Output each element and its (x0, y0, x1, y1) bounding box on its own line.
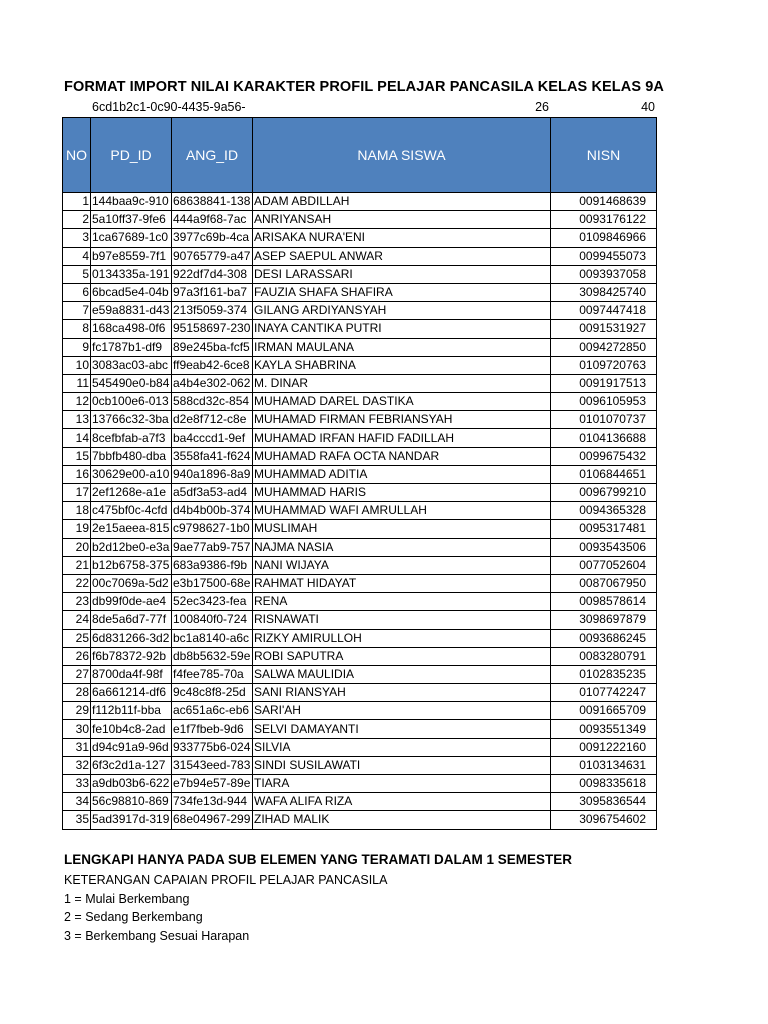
cell-no: 16 (63, 465, 91, 483)
table-row (63, 593, 657, 611)
cell-pd-id: 8cefbfab-a7f3 (91, 429, 172, 447)
cell-no: 31 (63, 738, 91, 756)
cell-no: 6 (63, 283, 91, 301)
table-row (63, 447, 657, 465)
cell-nama-siswa: RENA (253, 593, 551, 611)
cell-ang-id: 68638841-138 (172, 193, 253, 211)
table-row (63, 429, 657, 447)
cell-pd-id: 3083ac03-abc (91, 356, 172, 374)
student-table (62, 117, 657, 830)
table-row (63, 629, 657, 647)
table-row (63, 793, 657, 811)
table-row (63, 265, 657, 283)
cell-ang-id: db8b5632-59e (172, 647, 253, 665)
cell-nisn: 0093686245 (551, 629, 657, 647)
cell-pd-id: b97e8559-7f1 (91, 247, 172, 265)
cell-nisn: 0091917513 (551, 374, 657, 392)
cell-nama-siswa: MUHAMAD FIRMAN FEBRIANSYAH (253, 411, 551, 429)
cell-pd-id: f112b11f-bba (91, 702, 172, 720)
table-row (63, 775, 657, 793)
meta-count-a: 26 (535, 100, 549, 114)
table-row (63, 647, 657, 665)
cell-ang-id: ff9eab42-6ce8 (172, 356, 253, 374)
cell-no: 32 (63, 756, 91, 774)
cell-no: 24 (63, 611, 91, 629)
cell-nama-siswa: WAFA ALIFA RIZA (253, 793, 551, 811)
legend-item: 1 = Mulai Berkembang (64, 891, 190, 906)
cell-pd-id: b2d12be0-e3a (91, 538, 172, 556)
header-pd-id: PD_ID (91, 118, 172, 193)
cell-no: 21 (63, 556, 91, 574)
cell-nama-siswa: IRMAN MAULANA (253, 338, 551, 356)
cell-ang-id: 9c48c8f8-25d (172, 684, 253, 702)
cell-nama-siswa: SILVIA (253, 738, 551, 756)
cell-nisn: 0098335618 (551, 775, 657, 793)
cell-no: 7 (63, 302, 91, 320)
cell-no: 8 (63, 320, 91, 338)
cell-pd-id: 0134335a-191 (91, 265, 172, 283)
cell-nama-siswa: SELVI DAMAYANTI (253, 720, 551, 738)
cell-pd-id: 545490e0-b84 (91, 374, 172, 392)
table-row (63, 393, 657, 411)
cell-nama-siswa: MUSLIMAH (253, 520, 551, 538)
cell-pd-id: 6f3c2d1a-127 (91, 756, 172, 774)
cell-nama-siswa: ANRIYANSAH (253, 211, 551, 229)
cell-nisn: 3098697879 (551, 611, 657, 629)
cell-no: 14 (63, 429, 91, 447)
cell-nisn: 0102835235 (551, 665, 657, 683)
cell-pd-id: 2ef1268e-a1e (91, 484, 172, 502)
cell-ang-id: 95158697-230 (172, 320, 253, 338)
table-row (63, 193, 657, 211)
cell-nama-siswa: SALWA MAULIDIA (253, 665, 551, 683)
cell-pd-id: 30629e00-a10 (91, 465, 172, 483)
cell-pd-id: fe10b4c8-2ad (91, 720, 172, 738)
table-row (63, 520, 657, 538)
cell-pd-id: e59a8831-d43 (91, 302, 172, 320)
cell-ang-id: bc1a8140-a6c (172, 629, 253, 647)
cell-pd-id: 56c98810-869 (91, 793, 172, 811)
cell-ang-id: a5df3a53-ad4 (172, 484, 253, 502)
cell-ang-id: 213f5059-374 (172, 302, 253, 320)
cell-no: 9 (63, 338, 91, 356)
meta-id: 6cd1b2c1-0c90-4435-9a56- (92, 100, 246, 114)
cell-pd-id: 144baa9c-910 (91, 193, 172, 211)
cell-pd-id: 0cb100e6-013 (91, 393, 172, 411)
cell-nisn: 0093551349 (551, 720, 657, 738)
cell-no: 33 (63, 775, 91, 793)
table-row (63, 811, 657, 829)
table-row (63, 411, 657, 429)
table-row (63, 247, 657, 265)
cell-nama-siswa: MUHAMMAD ADITIA (253, 465, 551, 483)
cell-ang-id: f4fee785-70a (172, 665, 253, 683)
cell-nisn: 3098425740 (551, 283, 657, 301)
cell-ang-id: 3558fa41-f624 (172, 447, 253, 465)
notes-heading: LENGKAPI HANYA PADA SUB ELEMEN YANG TERAMATI DALAM 1 SEMESTER (64, 852, 573, 867)
cell-no: 25 (63, 629, 91, 647)
cell-nisn: 0104136688 (551, 429, 657, 447)
cell-no: 12 (63, 393, 91, 411)
cell-no: 23 (63, 593, 91, 611)
cell-nisn: 0091531927 (551, 320, 657, 338)
cell-nisn: 3095836544 (551, 793, 657, 811)
cell-nama-siswa: GILANG ARDIYANSYAH (253, 302, 551, 320)
table-row (63, 283, 657, 301)
cell-nama-siswa: FAUZIA SHAFA SHAFIRA (253, 283, 551, 301)
cell-pd-id: c475bf0c-4cfd (91, 502, 172, 520)
cell-no: 20 (63, 538, 91, 556)
header-nama-siswa: NAMA SISWA (253, 118, 551, 193)
cell-pd-id: fc1787b1-df9 (91, 338, 172, 356)
cell-pd-id: 8700da4f-98f (91, 665, 172, 683)
cell-pd-id: a9db03b6-622 (91, 775, 172, 793)
cell-no: 11 (63, 374, 91, 392)
cell-ang-id: 922df7d4-308 (172, 265, 253, 283)
cell-pd-id: 6bcad5e4-04b (91, 283, 172, 301)
cell-no: 30 (63, 720, 91, 738)
cell-nama-siswa: TIARA (253, 775, 551, 793)
cell-nisn: 0094272850 (551, 338, 657, 356)
cell-nisn: 3096754602 (551, 811, 657, 829)
cell-nama-siswa: NANI WIJAYA (253, 556, 551, 574)
cell-no: 10 (63, 356, 91, 374)
cell-nama-siswa: M. DINAR (253, 374, 551, 392)
cell-nisn: 0093937058 (551, 265, 657, 283)
cell-no: 22 (63, 574, 91, 592)
legend-item: 3 = Berkembang Sesuai Harapan (64, 928, 250, 943)
cell-nama-siswa: ROBI SAPUTRA (253, 647, 551, 665)
cell-nisn: 0091468639 (551, 193, 657, 211)
cell-ang-id: 444a9f68-7ac (172, 211, 253, 229)
cell-nisn: 0094365328 (551, 502, 657, 520)
table-row (63, 684, 657, 702)
cell-ang-id: d2e8f712-c8e (172, 411, 253, 429)
cell-no: 26 (63, 647, 91, 665)
header-no: NO (63, 118, 91, 193)
cell-nama-siswa: SINDI SUSILAWATI (253, 756, 551, 774)
cell-pd-id: 2e15aeea-815 (91, 520, 172, 538)
cell-nama-siswa: ASEP SAEPUL ANWAR (253, 247, 551, 265)
cell-nisn: 0103134631 (551, 756, 657, 774)
table-row (63, 556, 657, 574)
cell-pd-id: 00c7069a-5d2 (91, 574, 172, 592)
table-row (63, 229, 657, 247)
cell-no: 18 (63, 502, 91, 520)
cell-nama-siswa: MUHAMMAD HARIS (253, 484, 551, 502)
cell-ang-id: 588cd32c-854 (172, 393, 253, 411)
cell-ang-id: 90765779-a47 (172, 247, 253, 265)
cell-nisn: 0096105953 (551, 393, 657, 411)
cell-nama-siswa: DESI LARASSARI (253, 265, 551, 283)
cell-nama-siswa: KAYLA SHABRINA (253, 356, 551, 374)
cell-no: 29 (63, 702, 91, 720)
cell-no: 15 (63, 447, 91, 465)
cell-nama-siswa: NAJMA NASIA (253, 538, 551, 556)
table-row (63, 374, 657, 392)
cell-ang-id: 100840f0-724 (172, 611, 253, 629)
cell-nama-siswa: INAYA CANTIKA PUTRI (253, 320, 551, 338)
table-row (63, 738, 657, 756)
cell-nisn: 0109720763 (551, 356, 657, 374)
cell-nisn: 0083280791 (551, 647, 657, 665)
table-row (63, 611, 657, 629)
cell-pd-id: d94c91a9-96d (91, 738, 172, 756)
cell-ang-id: 940a1896-8a9 (172, 465, 253, 483)
cell-pd-id: 7bbfb480-dba (91, 447, 172, 465)
cell-nisn: 0091222160 (551, 738, 657, 756)
cell-ang-id: 734fe13d-944 (172, 793, 253, 811)
cell-ang-id: e1f7fbeb-9d6 (172, 720, 253, 738)
cell-pd-id: db99f0de-ae4 (91, 593, 172, 611)
cell-nama-siswa: ZIHAD MALIK (253, 811, 551, 829)
cell-ang-id: 52ec3423-fea (172, 593, 253, 611)
cell-pd-id: f6b78372-92b (91, 647, 172, 665)
cell-nama-siswa: RISNAWATI (253, 611, 551, 629)
cell-nama-siswa: MUHAMAD RAFA OCTA NANDAR (253, 447, 551, 465)
notes-section (64, 852, 572, 945)
table-row (63, 484, 657, 502)
cell-pd-id: 13766c32-3ba (91, 411, 172, 429)
cell-nisn: 0099675432 (551, 447, 657, 465)
cell-pd-id: 6a661214-df6 (91, 684, 172, 702)
cell-nama-siswa: RIZKY AMIRULLOH (253, 629, 551, 647)
cell-nama-siswa: MUHAMAD DAREL DASTIKA (253, 393, 551, 411)
cell-ang-id: 97a3f161-ba7 (172, 283, 253, 301)
cell-no: 3 (63, 229, 91, 247)
cell-ang-id: ac651a6c-eb6 (172, 702, 253, 720)
cell-nisn: 0091665709 (551, 702, 657, 720)
cell-no: 4 (63, 247, 91, 265)
cell-ang-id: c9798627-1b0 (172, 520, 253, 538)
cell-ang-id: ba4cccd1-9ef (172, 429, 253, 447)
cell-no: 34 (63, 793, 91, 811)
cell-nisn: 0101070737 (551, 411, 657, 429)
cell-nama-siswa: ARISAKA NURA'ENI (253, 229, 551, 247)
cell-ang-id: 89e245ba-fcf5 (172, 338, 253, 356)
cell-nisn: 0093176122 (551, 211, 657, 229)
cell-no: 19 (63, 520, 91, 538)
cell-nisn: 0097447418 (551, 302, 657, 320)
cell-pd-id: 5ad3917d-319 (91, 811, 172, 829)
cell-pd-id: 8de5a6d7-77f (91, 611, 172, 629)
cell-nisn: 0099455073 (551, 247, 657, 265)
cell-pd-id: b12b6758-375 (91, 556, 172, 574)
cell-nisn: 0077052604 (551, 556, 657, 574)
table-row (63, 538, 657, 556)
table-row (63, 574, 657, 592)
header-ang-id: ANG_ID (172, 118, 253, 193)
cell-nisn: 0087067950 (551, 574, 657, 592)
table-row (63, 338, 657, 356)
cell-pd-id: 6d831266-3d2 (91, 629, 172, 647)
cell-ang-id: a4b4e302-062 (172, 374, 253, 392)
cell-ang-id: e3b17500-68e (172, 574, 253, 592)
table-header-row (63, 118, 657, 193)
cell-nisn: 0093543506 (551, 538, 657, 556)
cell-no: 1 (63, 193, 91, 211)
table-row (63, 320, 657, 338)
meta-count-b: 40 (641, 100, 655, 114)
table-row (63, 211, 657, 229)
cell-ang-id: e7b94e57-89e (172, 775, 253, 793)
cell-no: 2 (63, 211, 91, 229)
cell-nisn: 0096799210 (551, 484, 657, 502)
cell-nisn: 0098578614 (551, 593, 657, 611)
cell-nisn: 0107742247 (551, 684, 657, 702)
cell-ang-id: 9ae77ab9-757 (172, 538, 253, 556)
page-title: FORMAT IMPORT NILAI KARAKTER PROFIL PELAJAR PANCASILA KELAS KELAS 9A (64, 79, 664, 95)
table-row (63, 502, 657, 520)
cell-ang-id: d4b4b00b-374 (172, 502, 253, 520)
cell-no: 5 (63, 265, 91, 283)
cell-nama-siswa: SANI RIANSYAH (253, 684, 551, 702)
table-row (63, 356, 657, 374)
cell-nama-siswa: RAHMAT HIDAYAT (253, 574, 551, 592)
table-row (63, 756, 657, 774)
cell-ang-id: 933775b6-024 (172, 738, 253, 756)
table-row (63, 702, 657, 720)
header-nisn: NISN (551, 118, 657, 193)
cell-pd-id: 5a10ff37-9fe6 (91, 211, 172, 229)
cell-ang-id: 31543eed-783 (172, 756, 253, 774)
cell-no: 27 (63, 665, 91, 683)
cell-no: 17 (63, 484, 91, 502)
cell-nama-siswa: MUHAMAD IRFAN HAFID FADILLAH (253, 429, 551, 447)
cell-no: 35 (63, 811, 91, 829)
cell-pd-id: 1ca67689-1c0 (91, 229, 172, 247)
cell-no: 13 (63, 411, 91, 429)
cell-ang-id: 3977c69b-4ca (172, 229, 253, 247)
cell-no: 28 (63, 684, 91, 702)
table-row (63, 720, 657, 738)
cell-nisn: 0106844651 (551, 465, 657, 483)
cell-pd-id: 168ca498-0f6 (91, 320, 172, 338)
cell-nama-siswa: MUHAMMAD WAFI AMRULLAH (253, 502, 551, 520)
table-row (63, 302, 657, 320)
legend-item: 2 = Sedang Berkembang (64, 910, 203, 925)
cell-nisn: 0095317481 (551, 520, 657, 538)
cell-nisn: 0109846966 (551, 229, 657, 247)
cell-nama-siswa: SARI'AH (253, 702, 551, 720)
cell-ang-id: 68e04967-299 (172, 811, 253, 829)
table-row (63, 465, 657, 483)
notes-subheading: KETERANGAN CAPAIAN PROFIL PELAJAR PANCASILA (64, 873, 388, 887)
cell-ang-id: 683a9386-f9b (172, 556, 253, 574)
table-row (63, 665, 657, 683)
cell-nama-siswa: ADAM ABDILLAH (253, 193, 551, 211)
